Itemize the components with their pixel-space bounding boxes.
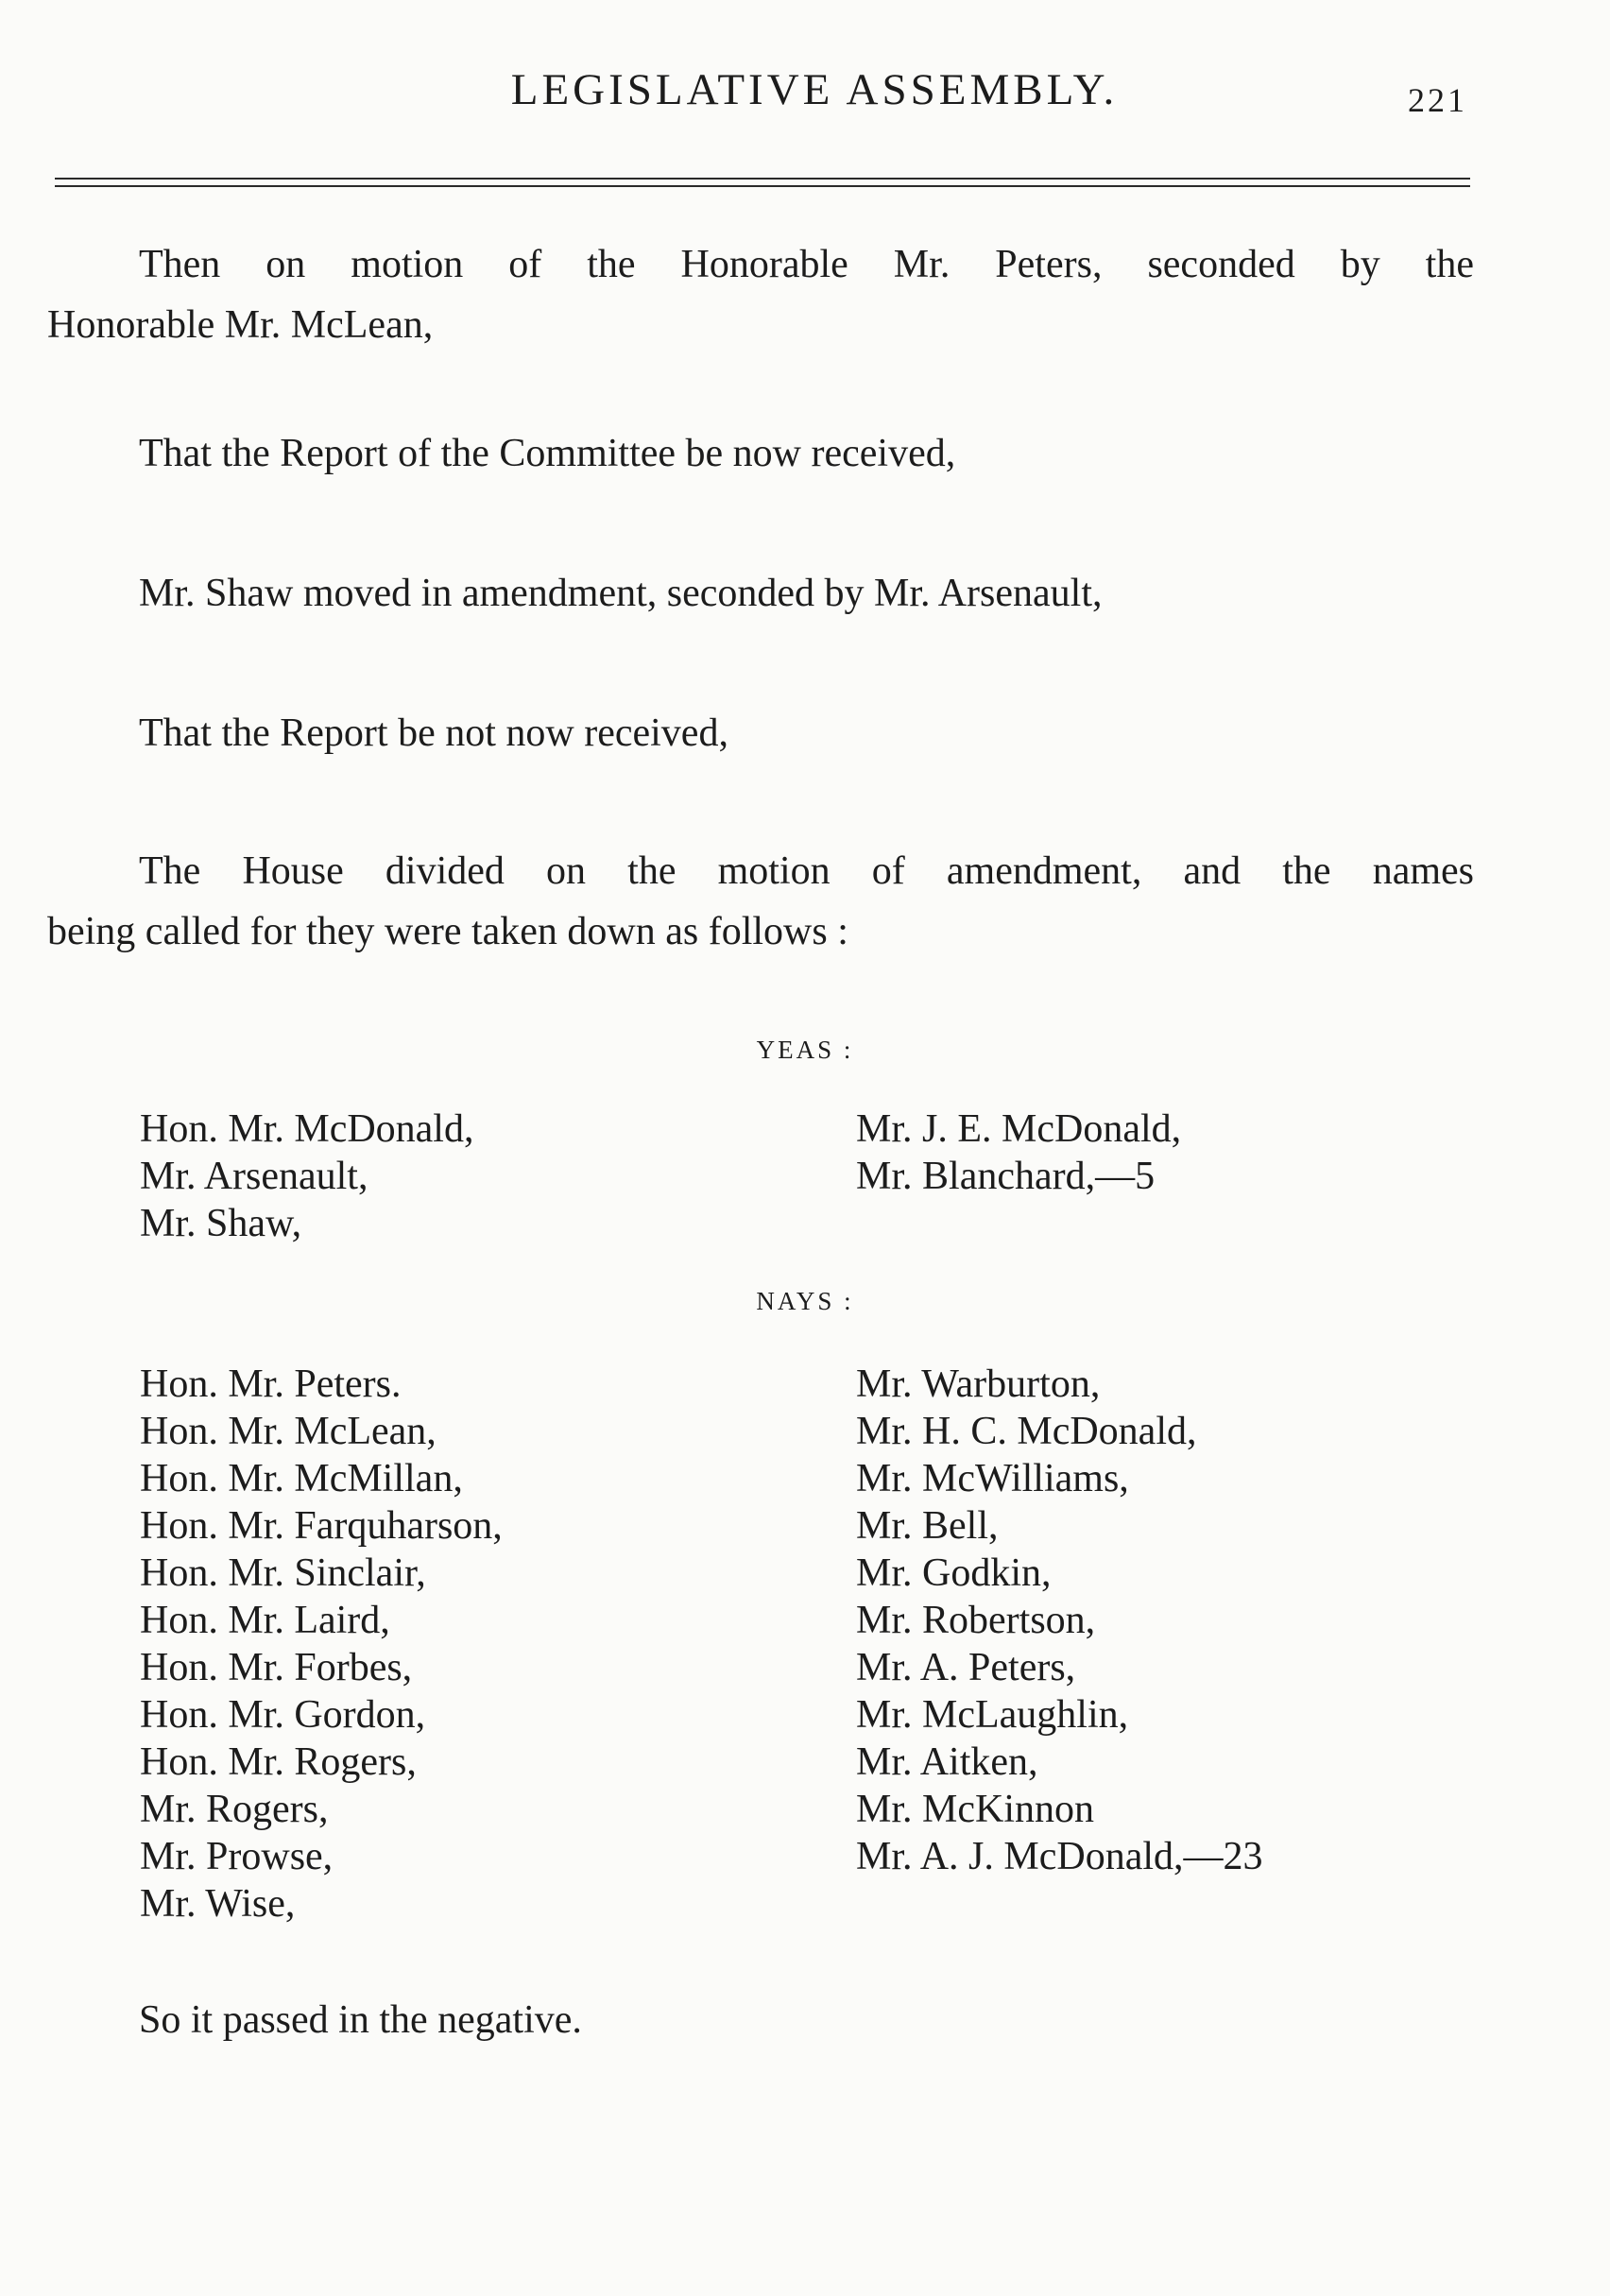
yeas-member: Mr. Arsenault, [140, 1155, 368, 1198]
nays-member: Hon. Mr. Peters. [140, 1362, 402, 1406]
yeas-right-column [856, 1105, 1181, 1200]
nays-member: Mr. Warburton, [856, 1362, 1101, 1406]
motion-line-1: Then on motion of the Honorable Mr. Peters, seconded by the [139, 243, 1474, 286]
motion-paragraph [47, 234, 1474, 355]
nays-member: Mr. A. Peters, [856, 1646, 1076, 1689]
nays-member: Mr. Aitken, [856, 1740, 1038, 1784]
nays-member: Mr. McKinnon [856, 1788, 1094, 1831]
report-not-received-text: That the Report be not now received, [139, 711, 728, 755]
nays-member: Hon. Mr. McLean, [140, 1410, 437, 1453]
nays-member: Mr. Bell, [856, 1504, 999, 1548]
nays-member: Hon. Mr. Gordon, [140, 1693, 426, 1737]
nays-member: Hon. Mr. McMillan, [140, 1457, 463, 1500]
nays-member: Hon. Mr. Rogers, [140, 1740, 417, 1784]
result-text: So it passed in the negative. [139, 1998, 582, 2042]
nays-member: Mr. Godkin, [856, 1551, 1052, 1595]
amendment-paragraph [47, 563, 1474, 624]
division-line-2: being called for they were taken down as follows : [47, 910, 848, 953]
report-received-text: That the Report of the Committee be now received, [139, 432, 956, 475]
nays-member: Hon. Mr. Laird, [140, 1599, 390, 1642]
yeas-heading: YEAS : [756, 1036, 854, 1064]
nays-member: Mr. McWilliams, [856, 1457, 1129, 1500]
report-received-paragraph [47, 423, 1474, 484]
nays-member: Mr. A. J. McDonald,—23 [856, 1835, 1263, 1878]
nays-member: Mr. Rogers, [140, 1788, 329, 1831]
header-rule-bottom [55, 185, 1470, 187]
amendment-text: Mr. Shaw moved in amendment, seconded by Mr. Arsenault, [139, 572, 1103, 615]
nays-member: Hon. Mr. Farquharson, [140, 1504, 503, 1548]
nays-member: Hon. Mr. Sinclair, [140, 1551, 426, 1595]
division-paragraph [47, 841, 1474, 962]
yeas-member: Mr. Blanchard,—5 [856, 1155, 1156, 1198]
yeas-member: Hon. Mr. McDonald, [140, 1107, 474, 1151]
nays-left-column [140, 1361, 503, 1928]
division-line-1: The House divided on the motion of amendment, and the names [139, 849, 1474, 893]
nays-heading: NAYS : [756, 1287, 854, 1315]
yeas-left-column [140, 1105, 473, 1247]
nays-right-column [856, 1361, 1263, 1880]
yeas-member: Mr. Shaw, [140, 1202, 302, 1245]
report-not-received-paragraph [47, 703, 1474, 763]
nays-member: Mr. Prowse, [140, 1835, 334, 1878]
nays-member: Mr. McLaughlin, [856, 1693, 1129, 1737]
nays-member: Mr. Wise, [140, 1882, 296, 1926]
nays-member: Mr. H. C. McDonald, [856, 1410, 1197, 1453]
motion-line-2: Honorable Mr. McLean, [47, 303, 434, 347]
result-paragraph [47, 1990, 1474, 2050]
running-title: LEGISLATIVE ASSEMBLY. [510, 65, 1119, 114]
nays-member: Hon. Mr. Forbes, [140, 1646, 413, 1689]
nays-member: Mr. Robertson, [856, 1599, 1096, 1642]
page-number: 221 [1408, 81, 1467, 119]
header-rule-top [55, 178, 1470, 180]
yeas-member: Mr. J. E. McDonald, [856, 1107, 1182, 1151]
